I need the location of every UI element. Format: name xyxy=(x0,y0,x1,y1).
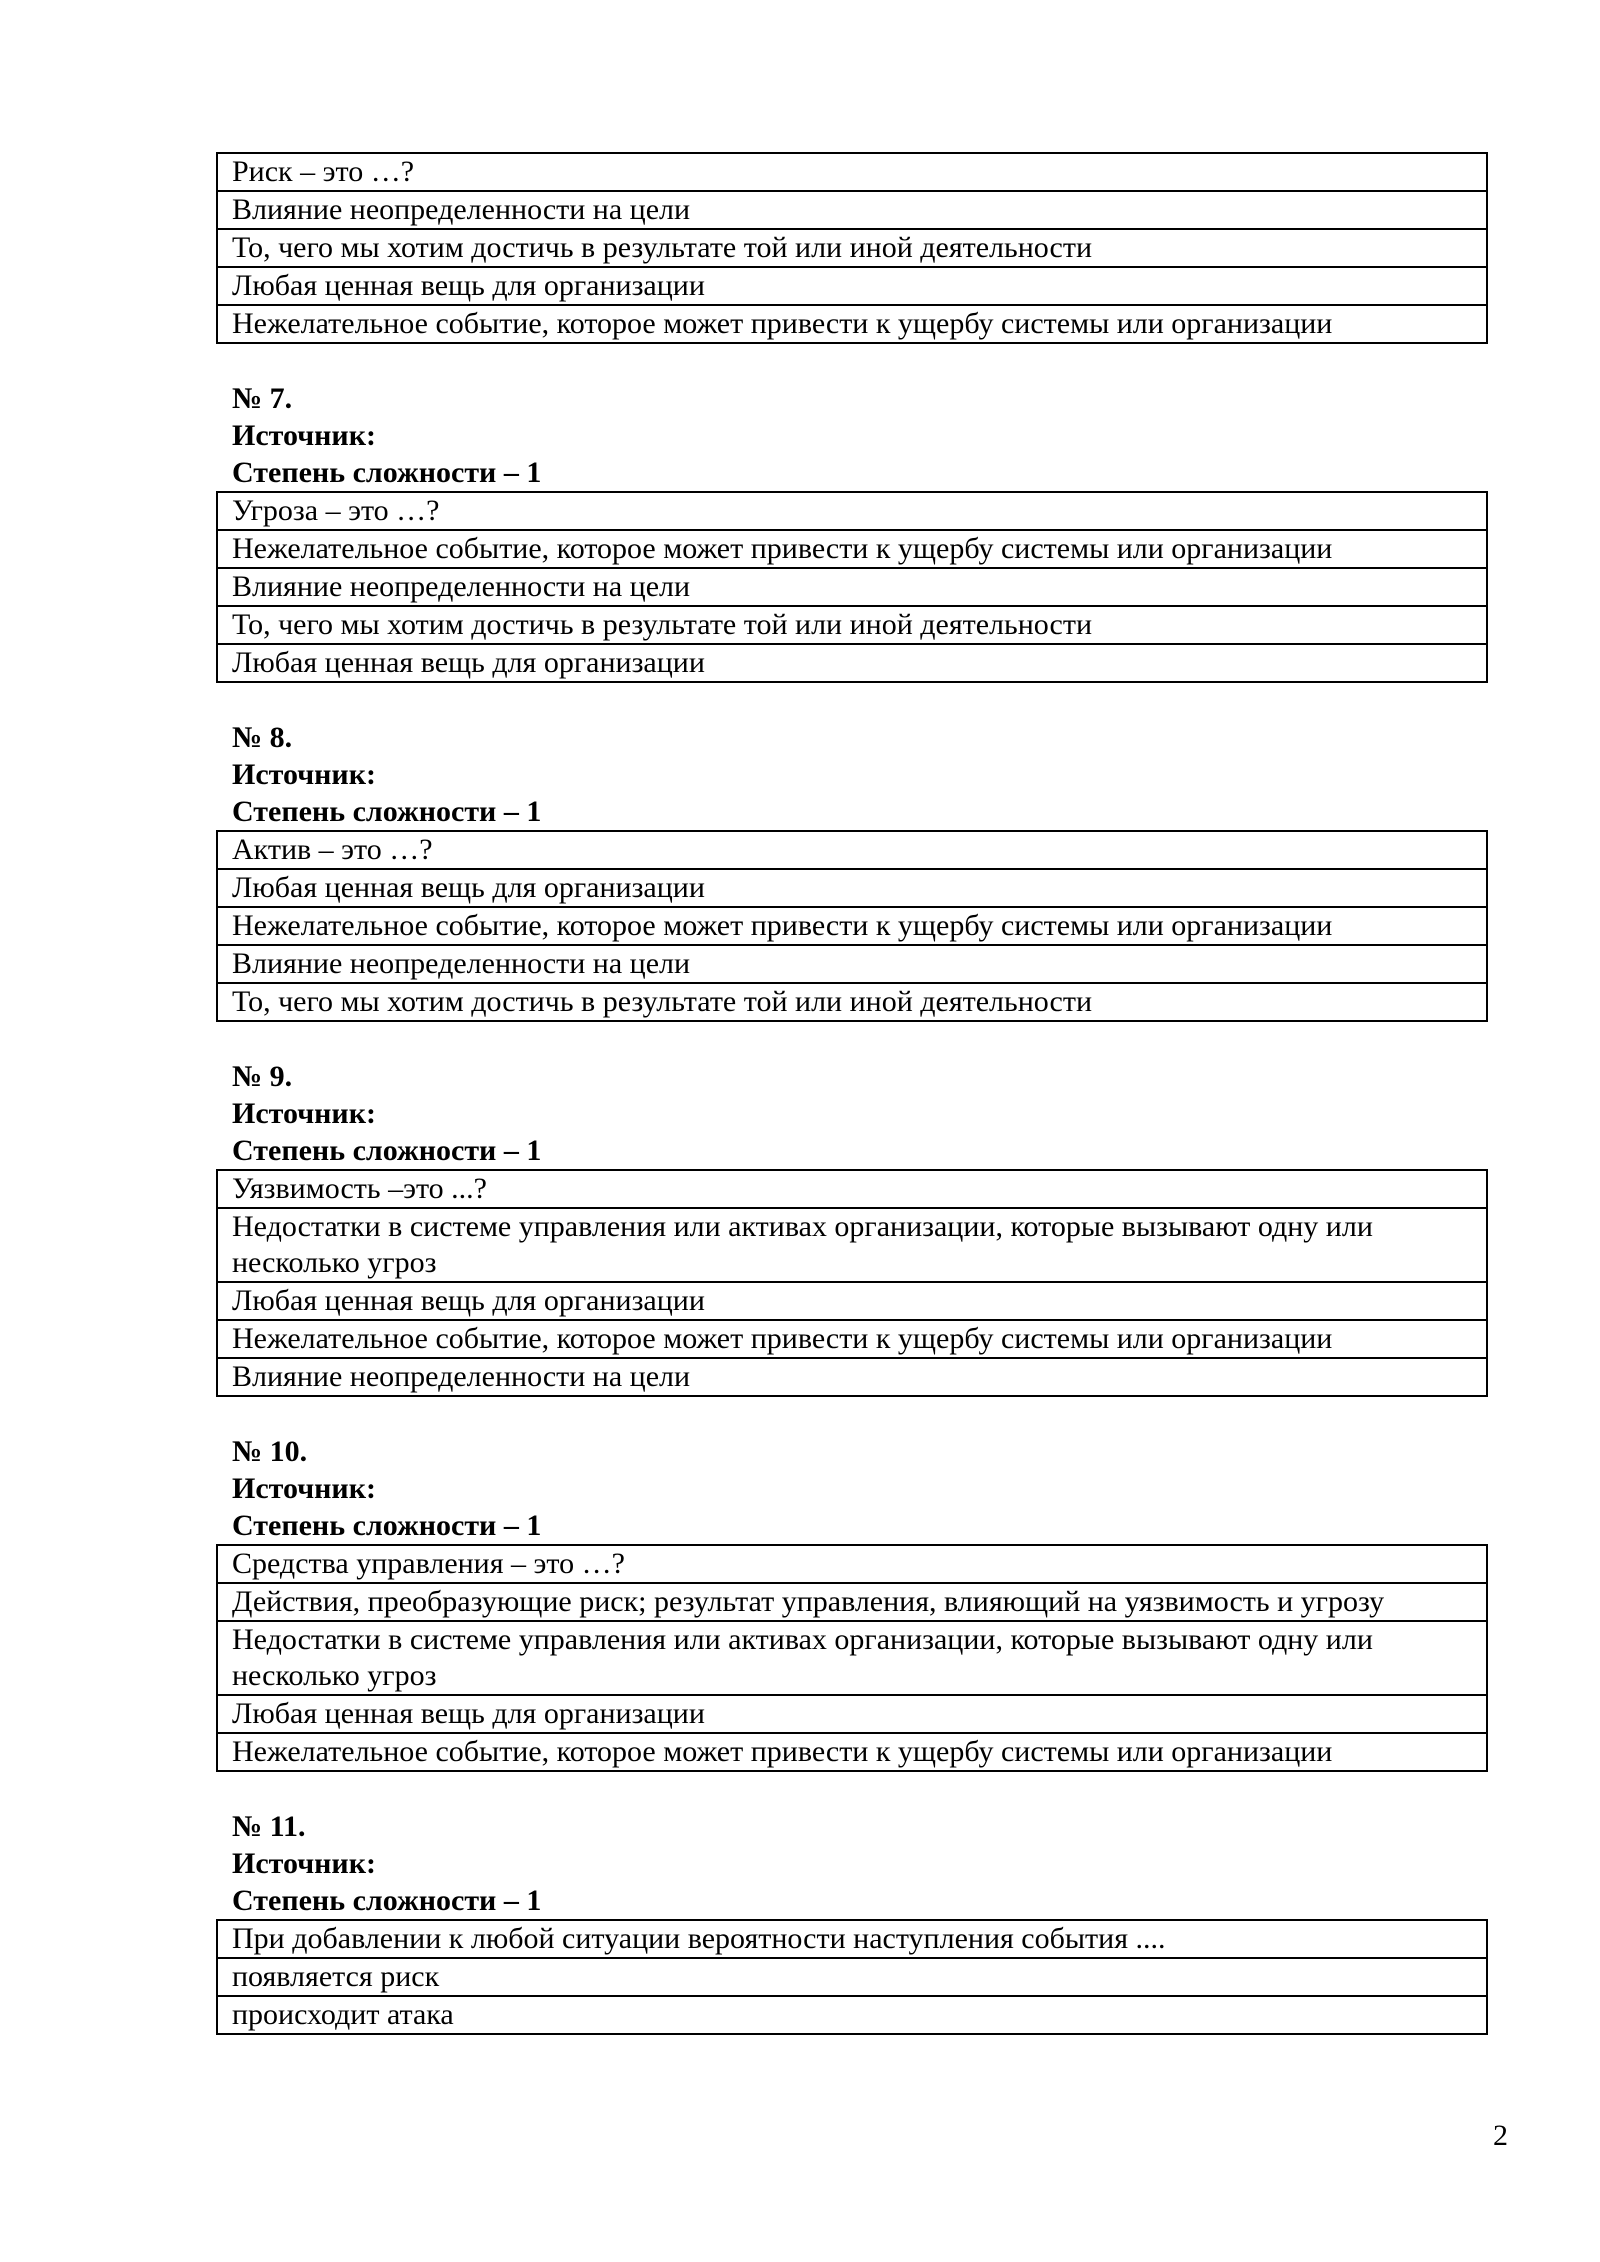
table-row xyxy=(217,153,1487,191)
table-row xyxy=(217,983,1487,1021)
answer-cell: Любая ценная вещь для организации xyxy=(217,1695,1487,1733)
task-block-continued xyxy=(216,152,1488,344)
table-row xyxy=(217,1320,1487,1358)
question-cell: Средства управления – это …? xyxy=(217,1545,1487,1583)
table-row xyxy=(217,530,1487,568)
question-table xyxy=(216,152,1488,344)
answer-cell: Любая ценная вещь для организации xyxy=(217,644,1487,682)
table-row xyxy=(217,267,1487,305)
table-row xyxy=(217,1920,1487,1958)
table-row xyxy=(217,831,1487,869)
task-number: № 11. xyxy=(232,1810,306,1843)
task-block-9 xyxy=(216,1058,1488,1397)
answer-cell: Нежелательное событие, которое может привести к ущербу системы или организации xyxy=(217,1320,1487,1358)
table-row xyxy=(217,1733,1487,1771)
answer-cell: Действия, преобразующие риск; результат управления, влияющий на уязвимость и угрозу xyxy=(217,1583,1487,1621)
answer-cell: Влияние неопределенности на цели xyxy=(217,568,1487,606)
task-difficulty: Степень сложности – 1 xyxy=(232,456,542,489)
answer-cell: Любая ценная вещь для организации xyxy=(217,267,1487,305)
table-row xyxy=(217,606,1487,644)
answer-cell: появляется риск xyxy=(217,1958,1487,1996)
table-row xyxy=(217,1621,1487,1695)
question-table xyxy=(216,830,1488,1022)
task-block-11 xyxy=(216,1808,1488,2035)
answer-cell: происходит атака xyxy=(217,1996,1487,2034)
table-row xyxy=(217,907,1487,945)
table-row xyxy=(217,644,1487,682)
answer-cell: Влияние неопределенности на цели xyxy=(217,945,1487,983)
task-block-7 xyxy=(216,380,1488,683)
table-row xyxy=(217,1583,1487,1621)
question-cell: Актив – это …? xyxy=(217,831,1487,869)
answer-cell: То, чего мы хотим достичь в результате той или иной деятельности xyxy=(217,229,1487,267)
table-row xyxy=(217,1958,1487,1996)
task-difficulty: Степень сложности – 1 xyxy=(232,1884,542,1917)
table-row xyxy=(217,869,1487,907)
answer-cell: То, чего мы хотим достичь в результате той или иной деятельности xyxy=(217,983,1487,1021)
task-block-10 xyxy=(216,1433,1488,1772)
answer-cell: Влияние неопределенности на цели xyxy=(217,1358,1487,1396)
answer-cell: Недостатки в системе управления или активах организации, которые вызывают одну или несколько угроз xyxy=(217,1621,1487,1695)
task-number: № 9. xyxy=(232,1060,293,1093)
answer-cell: Нежелательное событие, которое может привести к ущербу системы или организации xyxy=(217,530,1487,568)
task-source: Источник: xyxy=(232,1097,376,1130)
page-number: 2 xyxy=(1493,2119,1508,2152)
table-row xyxy=(217,229,1487,267)
task-block-8 xyxy=(216,719,1488,1022)
question-table xyxy=(216,1169,1488,1397)
question-table xyxy=(216,1919,1488,2035)
task-difficulty: Степень сложности – 1 xyxy=(232,795,542,828)
table-row xyxy=(217,1208,1487,1282)
task-source: Источник: xyxy=(232,758,376,791)
task-number: № 8. xyxy=(232,721,293,754)
answer-cell: Влияние неопределенности на цели xyxy=(217,191,1487,229)
question-table xyxy=(216,491,1488,683)
question-cell: При добавлении к любой ситуации вероятности наступления события .... xyxy=(217,1920,1487,1958)
answer-cell: Нежелательное событие, которое может привести к ущербу системы или организации xyxy=(217,1733,1487,1771)
table-row xyxy=(217,568,1487,606)
answer-cell: Нежелательное событие, которое может привести к ущербу системы или организации xyxy=(217,305,1487,343)
question-cell: Уязвимость –это ...? xyxy=(217,1170,1487,1208)
task-source: Источник: xyxy=(232,419,376,452)
question-table xyxy=(216,1544,1488,1772)
answer-cell: Нежелательное событие, которое может привести к ущербу системы или организации xyxy=(217,907,1487,945)
task-number: № 10. xyxy=(232,1435,308,1468)
table-row xyxy=(217,1695,1487,1733)
task-difficulty: Степень сложности – 1 xyxy=(232,1134,542,1167)
answer-cell: То, чего мы хотим достичь в результате той или иной деятельности xyxy=(217,606,1487,644)
task-difficulty: Степень сложности – 1 xyxy=(232,1509,542,1542)
answer-cell: Любая ценная вещь для организации xyxy=(217,869,1487,907)
table-row xyxy=(217,1170,1487,1208)
table-row xyxy=(217,305,1487,343)
task-number: № 7. xyxy=(232,382,293,415)
table-row xyxy=(217,1358,1487,1396)
table-row xyxy=(217,191,1487,229)
answer-cell: Любая ценная вещь для организации xyxy=(217,1282,1487,1320)
table-row xyxy=(217,1545,1487,1583)
question-cell: Риск – это …? xyxy=(217,153,1487,191)
question-cell: Угроза – это …? xyxy=(217,492,1487,530)
answer-cell: Недостатки в системе управления или активах организации, которые вызывают одну или несколько угроз xyxy=(217,1208,1487,1282)
page-content xyxy=(216,152,1488,2035)
table-row xyxy=(217,1282,1487,1320)
table-row xyxy=(217,492,1487,530)
table-row xyxy=(217,1996,1487,2034)
task-source: Источник: xyxy=(232,1472,376,1505)
table-row xyxy=(217,945,1487,983)
task-source: Источник: xyxy=(232,1847,376,1880)
